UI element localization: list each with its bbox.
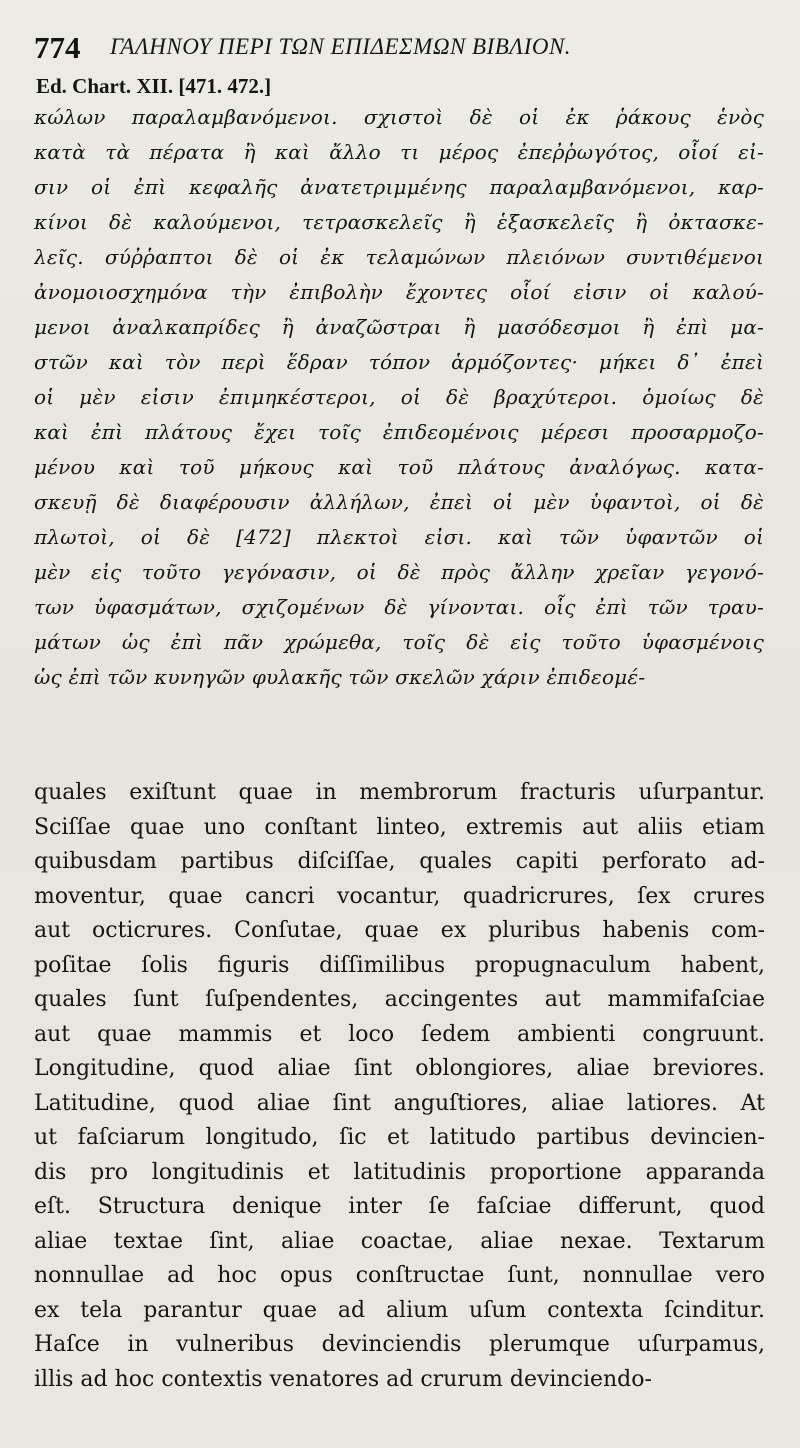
greek-text-line: μενοι ἀναλκαπρίδες ἢ ἀναζῶστραι ἢ μασόδεσμοι ἢ ἐπὶ μα- xyxy=(34,315,764,339)
greek-text-block xyxy=(34,100,764,695)
latin-text-line: ex tela parantur quae ad alium uſum contexta ſcinditur. xyxy=(34,1297,765,1323)
latin-text-line: aliae textae ſint, aliae coactae, aliae nexae. Textarum xyxy=(34,1228,765,1254)
edition-reference: Ed. Chart. XII. [471. 472.] xyxy=(36,74,272,98)
greek-text-line: ὡς ἐπὶ τῶν κυνηγῶν φυλακῆς τῶν σκελῶν χάριν ἐπιδεομέ- xyxy=(34,665,646,689)
running-title: ΓΑΛΗΝΟΥ ΠΕΡΙ ΤΩΝ ΕΠΙΔΕΣΜΩΝ ΒΙΒΛΙΟΝ. xyxy=(110,34,572,59)
page-number: 774 xyxy=(34,30,81,65)
greek-text-line: κατὰ τὰ πέρατα ἢ καὶ ἄλλο τι μέρος ἐπεῤῥωγότος, οἷοί εἰ- xyxy=(34,140,764,164)
greek-text-line: λεῖς. σύῤῥαπτοι δὲ οἱ ἐκ τελαμώνων πλειόνων συντιθέμενοι xyxy=(34,245,764,269)
page-header xyxy=(34,30,754,70)
greek-text-line: μάτων ὡς ἐπὶ πᾶν χρώμεθα, τοῖς δὲ εἰς τοῦτο ὑφασμένοις xyxy=(34,630,764,654)
latin-text-line: dis pro longitudinis et latitudinis proportione apparanda xyxy=(34,1159,765,1185)
latin-text-line: poſitae ſolis figuris diſſimilibus propugnaculum habent, xyxy=(34,952,765,978)
greek-text-line: κίνοι δὲ καλούμενοι, τετρασκελεῖς ἢ ἑξασκελεῖς ἢ ὀκτασκε- xyxy=(34,210,764,234)
latin-text-line: ut faſciarum longitudo, ſic et latitudo partibus devincien- xyxy=(34,1125,765,1150)
latin-text-line: Longitudine, quod aliae ſint oblongiores, aliae breviores. xyxy=(34,1056,765,1081)
latin-text-line: Sciſſae quae uno conſtant linteo, extremis aut aliis etiam xyxy=(34,814,765,840)
latin-text-line: quales exiſtunt quae in membrorum fracturis uſurpantur. xyxy=(34,780,765,805)
latin-text-line: aut octicrures. Conſutae, quae ex pluribus habenis com- xyxy=(34,918,765,943)
greek-text-line: σιν οἱ ἐπὶ κεφαλῆς ἀνατετριμμένης παραλαμβανόμενοι, καρ- xyxy=(34,175,764,199)
greek-text-line: καὶ ἐπὶ πλάτους ἔχει τοῖς ἐπιδεομένοις μέρεσι προσαρμοζο- xyxy=(34,420,764,444)
greek-text-line: μὲν εἰς τοῦτο γεγόνασιν, οἱ δὲ πρὸς ἄλλην χρεῖαν γεγονό- xyxy=(34,560,764,584)
latin-text-line: quales ſunt ſuſpendentes, accingentes aut mammifaſciae xyxy=(34,987,765,1012)
greek-text-line: πλωτοὶ, οἱ δὲ [472] πλεκτοὶ εἰσι. καὶ τῶν ὑφαντῶν οἱ xyxy=(34,525,764,549)
latin-text-line: aut quae mammis et loco ſedem ambienti congruunt. xyxy=(34,1021,765,1047)
latin-text-line: moventur, quae cancri vocantur, quadricrures, ſex crures xyxy=(34,883,765,909)
latin-text-block xyxy=(34,776,765,1397)
greek-text-line: στῶν καὶ τὸν περὶ ἕδραν τόπον ἁρμόζοντες· μήκει δ᾽ ἐπεὶ xyxy=(34,350,764,374)
latin-text-line: illis ad hoc contextis venatores ad crurum devinciendo- xyxy=(34,1366,652,1392)
latin-text-line: eſt. Structura denique inter ſe faſciae differunt, quod xyxy=(34,1194,765,1219)
greek-text-line: μένου καὶ τοῦ μήκους καὶ τοῦ πλάτους ἀναλόγως. κατα- xyxy=(34,455,764,479)
latin-text-line: Haſce in vulneribus devinciendis plerumque uſurpamus, xyxy=(34,1332,765,1357)
greek-text-line: ἀνομοιοσχημόνα τὴν ἐπιβολὴν ἔχοντες οἷοί εἰσιν οἱ καλού- xyxy=(34,280,764,304)
latin-text-line: nonnullae ad hoc opus conſtructae ſunt, nonnullae vero xyxy=(34,1263,765,1288)
greek-text-line: των ὑφασμάτων, σχιζομένων δὲ γίνονται. οἷς ἐπὶ τῶν τραυ- xyxy=(34,595,764,619)
greek-text-line: κώλων παραλαμβανόμενοι. σχιστοὶ δὲ οἱ ἐκ ῥάκους ἑνὸς xyxy=(34,105,764,129)
latin-text-line: quibusdam partibus diſciſſae, quales capiti perforato ad- xyxy=(34,849,765,874)
latin-text-line: Latitudine, quod aliae ſint anguſtiores, aliae latiores. At xyxy=(34,1090,765,1116)
greek-text-line: σκευῇ δὲ διαφέρουσιν ἀλλήλων, ἐπεὶ οἱ μὲν ὑφαντοὶ, οἱ δὲ xyxy=(34,490,764,514)
greek-text-line: οἱ μὲν εἰσιν ἐπιμηκέστεροι, οἱ δὲ βραχύτεροι. ὁμοίως δὲ xyxy=(34,385,764,409)
